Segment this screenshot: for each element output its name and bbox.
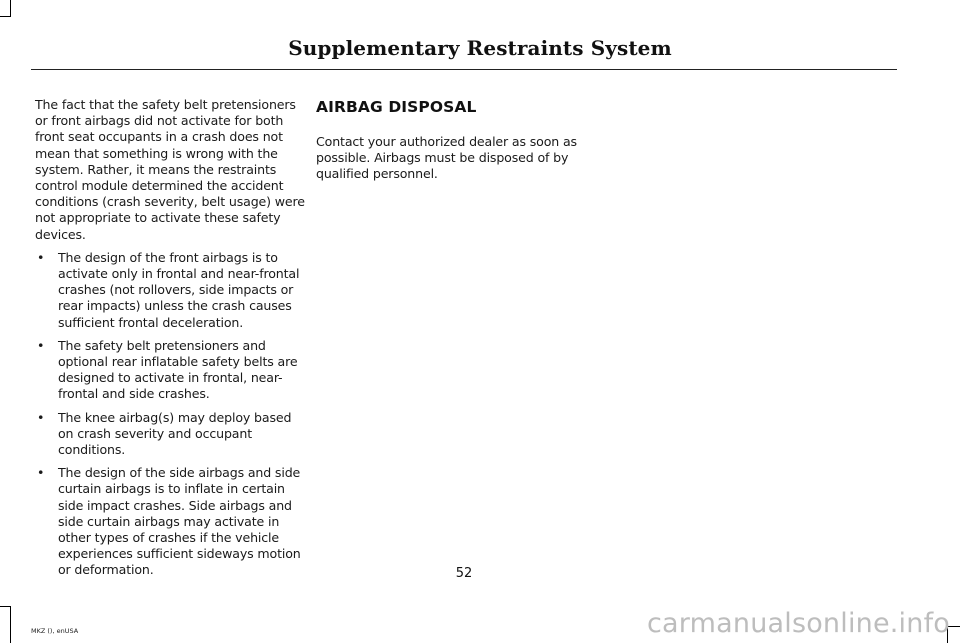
bullet-item	[35, 338, 310, 403]
left-column	[35, 97, 310, 586]
crop-mark-top-left-vertical	[10, 0, 11, 16]
intro-paragraph: The fact that the safety belt pretensioners or front airbags did not activate for both front seat occupants in a crash does not mean that something is wrong with the system. Rather, it means the restraints control module determined the accident conditions (crash severity, belt usage) were not appropriate to activate these safety devices.	[35, 97, 305, 242]
bullet-text: The safety belt pretensioners and optional rear inflatable safety belts are designed to activate in frontal, near-frontal and side crashes.	[58, 337, 298, 402]
bullet-item	[35, 250, 310, 331]
bullet-icon: •	[37, 409, 45, 425]
section-heading: AIRBAG DISPOSAL	[316, 98, 477, 116]
header-divider	[31, 69, 897, 70]
bullet-item	[35, 410, 310, 459]
bullet-icon: •	[37, 249, 45, 265]
page-title: Supplementary Restraints System	[288, 36, 672, 60]
document-code: MKZ (), enUSA	[31, 627, 79, 635]
crop-mark-top-left-horizontal	[0, 16, 11, 17]
bullet-text: The design of the side airbags and side curtain airbags is to inflate in certain side impact crashes. Side airbags and side curtain airbags may activate in other types of crashes if the vehicle experiences sufficient sideways motion or deformation.	[58, 465, 301, 578]
crop-mark-bottom-left-horizontal	[0, 606, 11, 607]
bullet-text: The design of the front airbags is to activate only in frontal and near-frontal crashes (not rollovers, side impacts or rear impacts) unless the crash causes sufficient frontal deceleration.	[58, 249, 300, 330]
disposal-paragraph: Contact your authorized dealer as soon as possible. Airbags must be disposed of by qualified personnel.	[316, 134, 577, 182]
bullet-icon: •	[37, 465, 45, 481]
bullet-icon: •	[37, 337, 45, 353]
page-number: 52	[455, 566, 473, 581]
bullet-item	[35, 465, 310, 578]
bullet-text: The knee airbag(s) may deploy based on crash severity and occupant conditions.	[58, 409, 292, 458]
right-column	[316, 97, 601, 183]
crop-mark-bottom-left-vertical	[10, 606, 11, 643]
bullet-list	[35, 250, 310, 579]
watermark[interactable]: carmanualsonline.info	[647, 608, 950, 639]
